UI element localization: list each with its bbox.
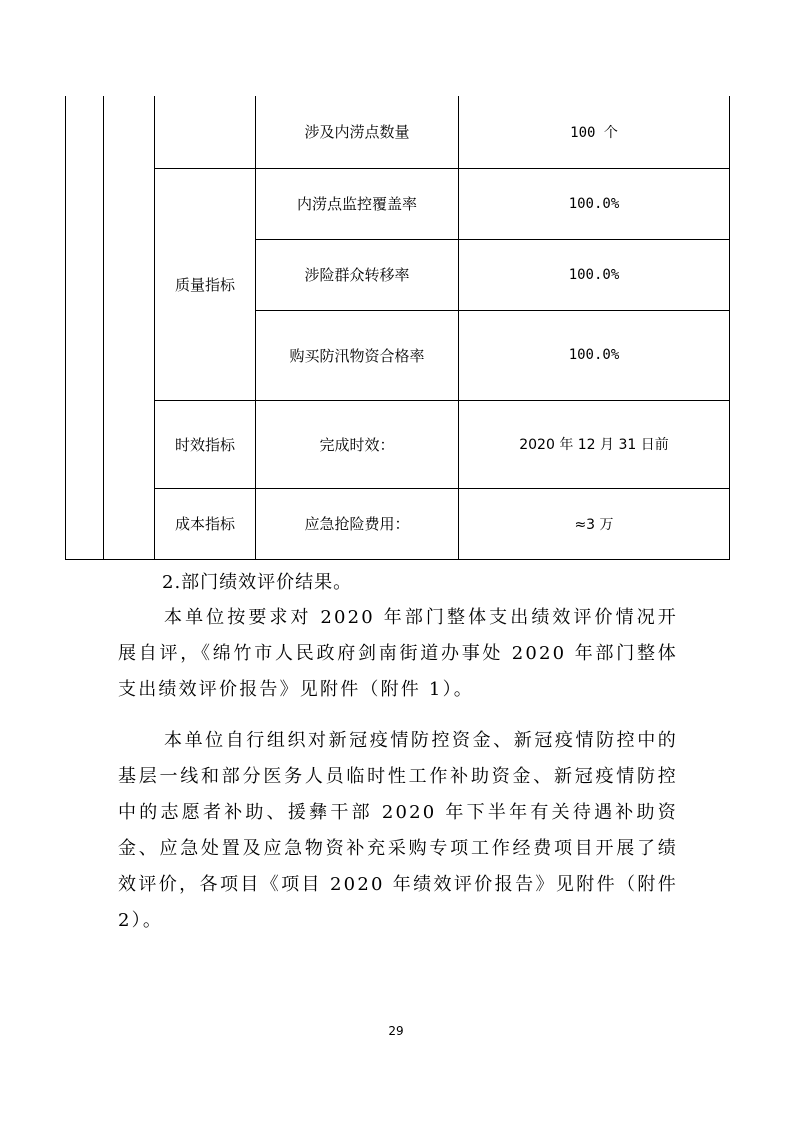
value-cell: 100.0% bbox=[459, 168, 730, 239]
performance-indicator-table bbox=[65, 96, 729, 559]
value-cell: 100.0% bbox=[459, 239, 730, 310]
table-row bbox=[66, 168, 730, 239]
indicator-cell: 涉险群众转移率 bbox=[256, 239, 459, 310]
indicator-cell: 购买防汛物资合格率 bbox=[256, 310, 459, 400]
value-cell: 100.0% bbox=[459, 310, 730, 400]
category-cell: 质量指标 bbox=[155, 168, 256, 400]
indicator-cell: 内涝点监控覆盖率 bbox=[256, 168, 459, 239]
value-cell: 100 个 bbox=[459, 96, 730, 168]
category-cell: 成本指标 bbox=[155, 488, 256, 559]
indicator-cell: 应急抢险费用： bbox=[256, 488, 459, 559]
indicator-cell: 涉及内涝点数量 bbox=[256, 96, 459, 168]
paragraph-project-evaluation: 本单位自行组织对新冠疫情防控资金、新冠疫情防控中的基层一线和部分医务人员临时性工作补助资金、新冠疫情防控中的志愿者补助、援彝干部 2020 年下半年有关待遇补助资金、应急处置及应急物资补充采购专项工作经费项目开展了绩效评价，各项目《项目 2020 年绩效评价报告》见附件（附件 2）。 bbox=[118, 730, 678, 931]
page-number: 29 bbox=[388, 1024, 404, 1038]
table-row bbox=[66, 96, 730, 168]
category-cell bbox=[155, 96, 256, 168]
indicator-cell: 完成时效： bbox=[256, 400, 459, 488]
category-cell: 时效指标 bbox=[155, 400, 256, 488]
paragraph-self-evaluation: 本单位按要求对 2020 年部门整体支出绩效评价情况开展自评，《绵竹市人民政府剑南街道办事处 2020 年部门整体支出绩效评价报告》见附件（附件 1）。 bbox=[118, 607, 678, 700]
second-level-indicator-cell bbox=[104, 96, 155, 559]
table-row bbox=[66, 488, 730, 559]
section-heading: 2.部门绩效评价结果。 bbox=[162, 572, 353, 593]
table-row bbox=[66, 400, 730, 488]
value-cell: 2020 年 12 月 31 日前 bbox=[459, 400, 730, 488]
value-cell: ≈3 万 bbox=[459, 488, 730, 559]
first-level-indicator-cell bbox=[66, 96, 104, 559]
